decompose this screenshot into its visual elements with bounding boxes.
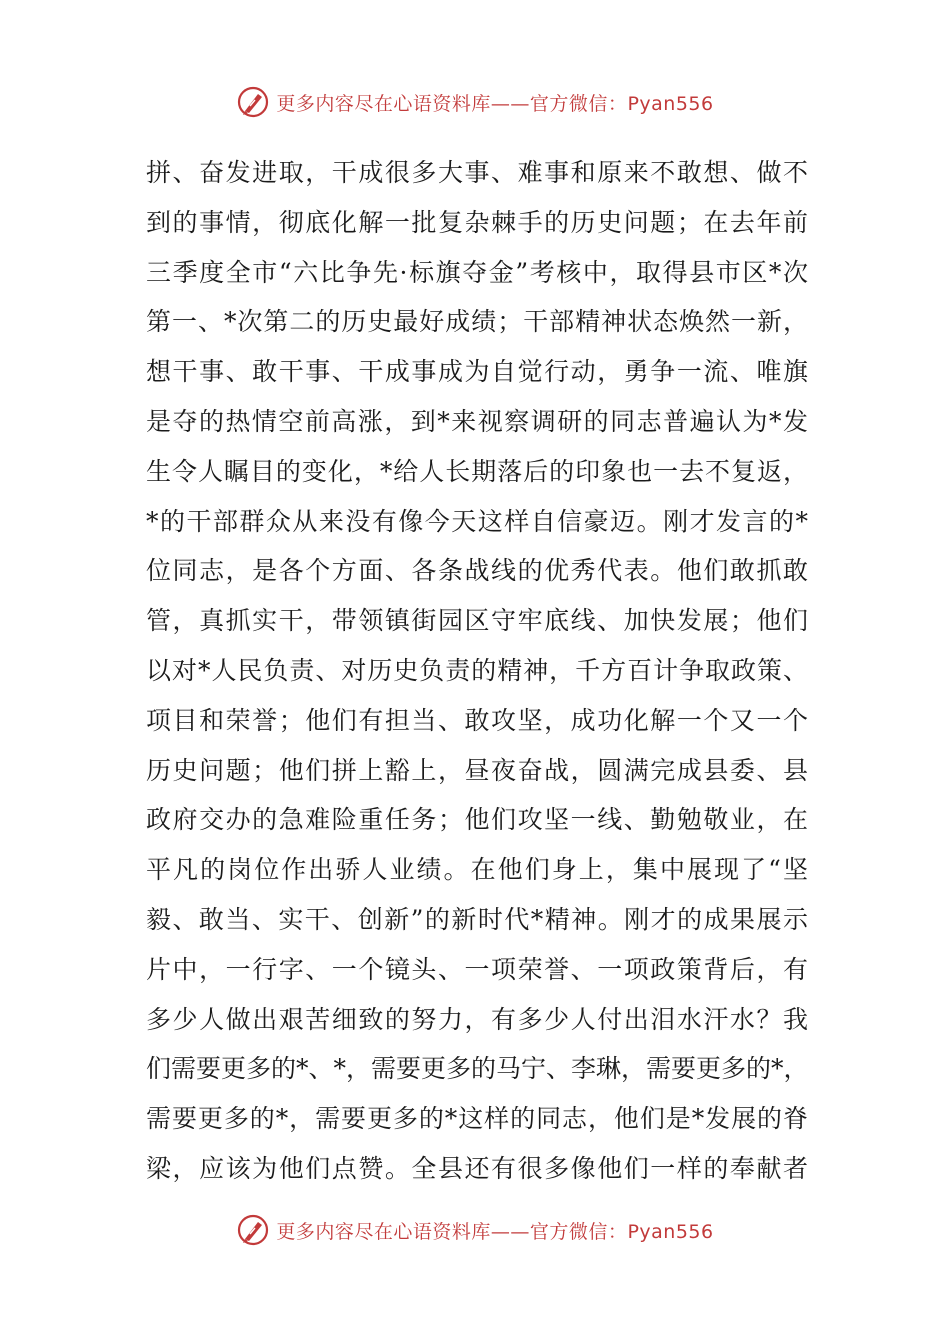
pen-nib-logo-icon: [236, 85, 270, 119]
banner-wechat-label: 官方微信：: [529, 92, 628, 115]
text-line: 第一、*次第二的历史最好成绩；干部精神状态焕然一新，: [146, 307, 808, 337]
text-line: 们需要更多的*、*，需要更多的马宁、李琳，需要更多的*，: [146, 1054, 809, 1084]
text-line: 以对*人民负责、对历史负责的精神，千方百计争取政策、: [146, 655, 808, 685]
text-line: 政府交办的急难险重任务；他们攻坚一线、勤勉敬业，在: [146, 805, 808, 835]
text-line: 梁，应该为他们点赞。全县还有很多像他们一样的奉献者: [146, 1153, 808, 1183]
text-line: 到的事情，彻底化解一批复杂棘手的历史问题；在去年前: [146, 207, 808, 237]
text-line: 是夺的热情空前高涨，到*来视察调研的同志普遍认为*发: [146, 406, 808, 436]
text-line: 位同志，是各个方面、各条战线的优秀代表。他们敢抓敢: [146, 556, 808, 586]
footer-banner: [0, 1210, 950, 1250]
banner-dash: ——: [490, 1220, 530, 1243]
banner-wechat-id: Pyan556: [627, 1220, 714, 1243]
banner-text: [276, 89, 713, 116]
text-line: 三季度全市“六比争先·标旗夺金”考核中，取得县市区*次: [146, 257, 808, 287]
banner-site-text: 更多内容尽在心语资料库: [276, 1220, 491, 1243]
header-banner: [0, 82, 950, 122]
text-line: 需要更多的*，需要更多的*这样的同志，他们是*发展的脊: [146, 1104, 808, 1134]
text-line: 片中，一行字、一个镜头、一项荣誉、一项政策背后，有: [146, 954, 808, 984]
text-line: 历史问题；他们拼上豁上，昼夜奋战，圆满完成县委、县: [146, 755, 808, 785]
document-body: [146, 148, 808, 1194]
text-line: 毅、敢当、实干、创新”的新时代*精神。刚才的成果展示: [146, 904, 808, 934]
text-line: 管，真抓实干，带领镇街园区守牢底线、加快发展；他们: [146, 606, 808, 636]
banner-text: [276, 1217, 713, 1244]
text-line: 想干事、敢干事、干成事成为自觉行动，勇争一流、唯旗: [146, 357, 808, 387]
banner-dash: ——: [490, 92, 530, 115]
text-line: 拼、奋发进取，干成很多大事、难事和原来不敢想、做不: [146, 158, 808, 187]
text-line: 平凡的岗位作出骄人业绩。在他们身上，集中展现了“坚: [146, 855, 808, 885]
text-line: 项目和荣誉；他们有担当、敢攻坚，成功化解一个又一个: [146, 705, 808, 735]
banner-site-text: 更多内容尽在心语资料库: [276, 92, 491, 115]
text-line: 多少人做出艰苦细致的努力，有多少人付出泪水汗水？我: [146, 1004, 808, 1034]
banner-wechat-id: Pyan556: [627, 92, 714, 115]
banner-wechat-label: 官方微信：: [529, 1220, 628, 1243]
text-line: *的干部群众从来没有像今天这样自信豪迈。刚才发言的*: [146, 506, 808, 536]
text-line: 生令人瞩目的变化，*给人长期落后的印象也一去不复返，: [146, 456, 808, 486]
pen-nib-logo-icon: [236, 1213, 270, 1247]
